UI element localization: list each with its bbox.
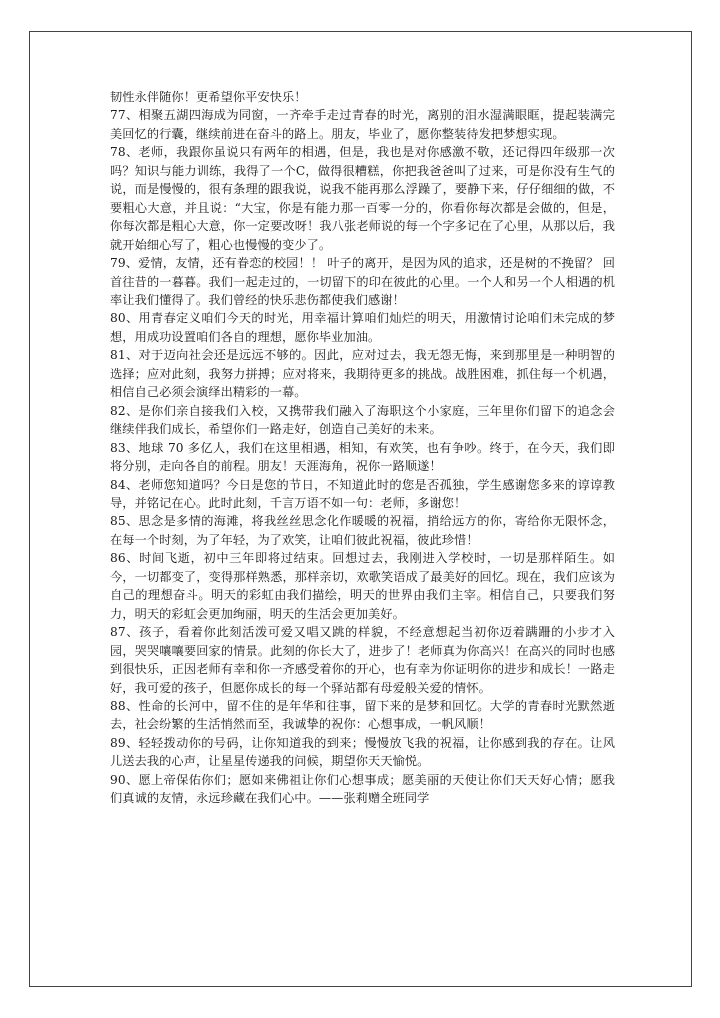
paragraph-80: 80、用青春定义咱们今天的时光，用幸福计算咱们灿烂的明天，用激情讨论咱们未完成的梦想，用成功设置咱们各自的理想，愿你毕业加油。	[110, 311, 615, 344]
paragraph-81: 81、对于迈向社会还是远远不够的。因此，应对过去，我无怨无悔，来到那里是一种明智的选择；应对此刻，我努力拼搏；应对将来，我期待更多的挑战。战胜困难，抓住每一个机遇，相信自己必须会演绎出精彩的一幕。	[110, 348, 615, 400]
paragraph-84: 84、老师您知道吗？今日是您的节日，不知道此时的您是否孤独，学生感谢您多来的谆谆教导，并铭记在心。此时此刻，千言万语不如一句：老师，多谢您！	[110, 477, 615, 510]
paragraph-86: 86、时间飞逝，初中三年即将过结束。回想过去，我刚进入学校时，一切是那样陌生。如今，一切都变了，变得那样熟悉，那样亲切，欢歌笑语成了最美好的回忆。现在，我们应该为自己的理想奋斗。明天的彩虹由我们描绘，明天的世界由我们主宰。相信自己，只要我们努力，明天的彩虹会更加绚丽，明天的生活会更加美好。	[110, 551, 615, 621]
paragraph-continuation: 韧性永伴随你！更希望你平安快乐！	[110, 90, 307, 104]
paragraph-89: 89、轻轻拨动你的号码，让你知道我的到来；慢慢放飞我的祝福，让你感到我的存在。让风儿送去我的心声，让星星传递我的问候，期望你天天愉悦。	[110, 735, 615, 769]
paragraph-79: 79、爱情，友情，还有眷恋的校园！！ 叶子的离开，是因为风的追求，还是树的不挽留？ 回首往昔的一暮暮。我们一起走过的，一切留下的印在彼此的心里。一个人和另一个人相遇的机率让我们懂得了。我们曾经的快乐悲伤都使我们感谢！	[110, 256, 615, 307]
paragraph-90: 90、愿上帝保佑你们；愿如来佛祖让你们心想事成；愿美丽的天使让你们天天好心情；愿我们真诚的友情，永远珍藏在我们心中。——张莉赠全班同学	[110, 772, 615, 806]
paragraph-83: 83、地球 70 多亿人，我们在这里相遇，相知，有欢笑，也有争吵。终于，在今天，我们即将分别，走向各自的前程。朋友！天涯海角，祝你一路顺遂！	[110, 440, 615, 474]
paragraph-78: 78、老师，我跟你虽说只有两年的相遇，但是，我也是对你感激不敬，还记得四年级那一次吗？知识与能力训练，我得了一个C，做得很糟糕，你把我爸爸叫了过来，可是你没有生气的说，而是慢慢的，很有条理的跟我说，说我不能再那么浮躁了，要静下来，仔仔细细的做，不要粗心大意，并且说：“大宝，你是有能力那一百零一分的，你看你每次都是会做的，但是，你每次都是粗心大意，你一定要改呀！我八张老师说的每一个字多记在了心里，从那以后，我就开始细心写了，粗心也慢慢的变少了。	[110, 145, 615, 252]
paragraph-88: 88、性命的长河中，留不住的是年华和往事，留下来的是梦和回忆。大学的青春时光默然逝去，社会纷繁的生活悄然而至，我诚挚的祝你：心想事成，一帆风顺！	[110, 698, 615, 732]
paragraph-82: 82、是你们亲自接我们入校，又携带我们融入了海职这个小家庭，三年里你们留下的追念会继续伴我们成长，希望你们一路走好，创造自己美好的未来。	[110, 403, 615, 437]
paragraph-87: 87、孩子，看着你此刻活泼可爱又唱又跳的样貌，不经意想起当初你迈着蹒跚的小步才入园，哭哭嚷嚷要回家的情景。此刻的你长大了，进步了！老师真为你高兴！在高兴的同时也感到很快乐，正因老师有幸和你一齐感受着你的开心，也有幸为你证明你的进步和成长！一路走好，我可爱的孩子，但愿你成长的每一个驿站都有母爱般关爱的情怀。	[110, 625, 615, 695]
paragraph-85: 85、思念是多情的海滩，将我丝丝思念化作暖暖的祝福，捎给远方的你，寄给你无限怀念，在每一个时刻，为了年轻，为了欢笑，让咱们彼此祝福，彼此珍惜！	[110, 514, 615, 547]
paragraph-77: 77、相聚五湖四海成为同窗，一齐牵手走过青春的时光，离别的泪水湿满眼眶，提起装满完美回忆的行囊，继续前进在奋斗的路上。朋友，毕业了，愿你整装待发把梦想实现。	[110, 108, 615, 141]
document-body	[110, 88, 615, 808]
